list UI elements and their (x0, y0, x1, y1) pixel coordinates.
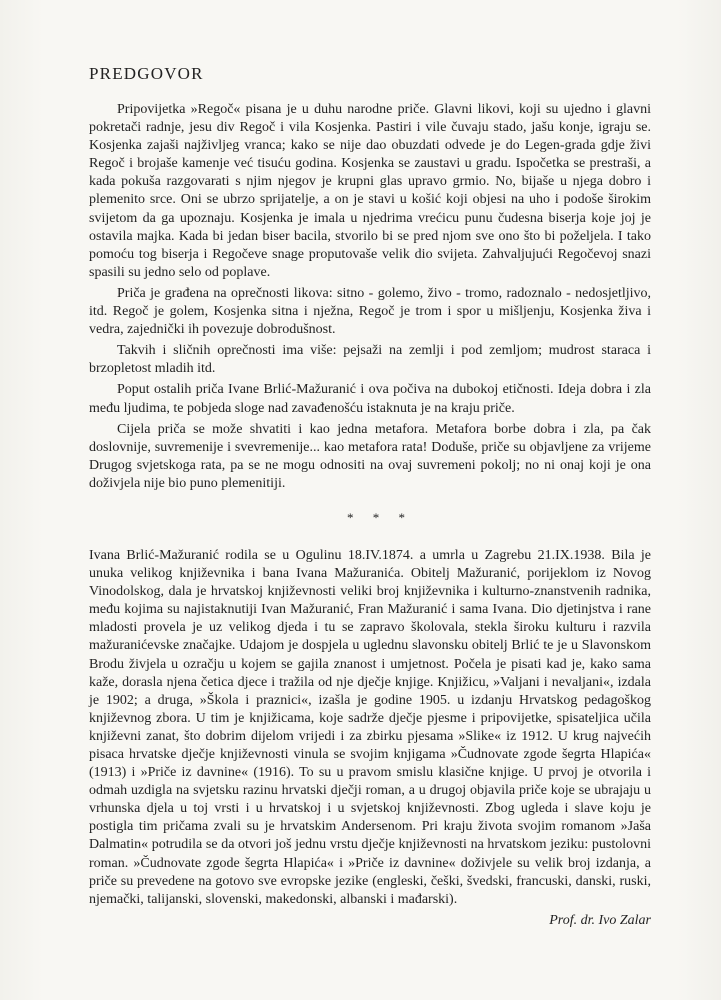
paragraph-2: Priča je građena na oprečnosti likova: sitno - golemo, živo - tromo, radoznalo - nedosjetljivo, itd. Regoč je golem, Kosjenka sitna i nježna, Regoč je trom i spor u mišljenju, Kosjenka živa i vedra, zajednički ih povezuje dobrodušnost. (89, 285, 651, 338)
page-title: PREDGOVOR (89, 64, 204, 83)
paragraph-1: Pripovijetka »Regoč« pisana je u duhu narodne priče. Glavni likovi, koji su ujedno i glavni pokretači radnje, jesu div Regoč i vila Kosjenka. Pastiri i vile čuvaju stado, jašu konje, igraju se. Kosjenka zajaši najživljeg vranca; kako se nije dao obuzdati odvede je do Legen-grada gdje živi Regoč i brojaše kamenje već tisuću godina. Kosjenka se zaustavi u gradu. Ispočetka se prestraši, a kada pokuša razgovarati s njim njegov je krupni glas upravo grmio. No, bijaše u njega dobro i plemenito srce. Oni se ubrzo sprijatelje, a on je stavi u košić koji objesi na uho i podoše širokim svijetom da ga upoznaju. Kosjenka je imala u njedrima vrećicu punu čudesna biserja koje joj je ostavila majka. Kada bi jedan biser bacila, stvorilo bi se pred njom sve ono što bi poželjela. I tako pomoću tog biserja i Regočeve snage proputovaše velik dio svijeta. Zahvaljujući Regočevoj snazi spasili su jedno selo od poplave. (89, 102, 651, 280)
paragraph-4: Poput ostalih priča Ivane Brlić-Mažuranić i ova počiva na dubokoj etičnosti. Ideja dobra i zla među ljudima, te pobjeda sloge nad zavađenošću istaknuta je na kraju priče. (89, 382, 651, 416)
paragraph-5: Cijela priča se može shvatiti i kao jedna metafora. Metafora borbe dobra i zla, pa čak doslovnije, suvremenije i svevremenije... kao metafora rata! Doduše, priče su objavljene za vrijeme Drugog svjetskoga rata, pa se ne mogu odnositi na ovaj suvremeni pokolj; no ni onaj koji je ona doživjela nije bio puno plemenitiji. (89, 421, 651, 491)
biography-paragraph: Ivana Brlić-Mažuranić rodila se u Ogulinu 18.IV.1874. a umrla u Zagrebu 21.IX.1938. Bila je unuka velikog književnika i bana Ivana Mažuranića. Obitelj Mažuranić, porijeklom iz Novog Vinodolskog, dala je hrvatskoj književnosti veliki broj književnika i kulturno-znanstvenih radnika, među kojima su najistaknutiji Ivan Mažuranić, Fran Mažuranić i sama Ivana. Dio djetinjstva i rane mladosti provela je uz velikog djeda i tu se zapravo školovala, stekla široku kulturu i razvila mažuranićevske značajke. Udajom je dospjela u uglednu slavonsku obitelj Brlić te je u Slavonskom Brodu živjela u ozračju u kojem se gajila znanost i umjetnost. Počela je pisati kad je, kako sama kaže, dorasla njena četica djece i tražila od nje dječje knjige. Knjižicu, »Valjani i nevaljani«, izdala je 1902; a druga, »Škola i praznici«, izašla je godine 1905. u izdanju Hrvatskog pedagoškog književnog zbora. U tim je knjižicama, koje sadrže dječje pjesme i pripovijetke, spisateljica učila književni zanat, što dobrim dijelom vrijedi i za zbirku pjesama »Slike« iz 1912. U krug najvećih pisaca hrvatske dječje književnosti vinula se svojim knjigama »Čudnovate zgode šegrta Hlapića« (1913) i »Priče iz davnine« (1916). To su u pravom smislu klasične knjige. U prvoj je otvorila i odmah uzdigla na svjetsku razinu hrvatski dječji roman, a u drugoj objavila priče koje se ubrajaju u vrhunska djela u toj vrsti i u hrvatskoj i u svjetskoj književnosti. Zbog ugleda i slave koju je postigla tim pričama zvali su je hrvatskim Andersenom. Pri kraju života svojim romanom »Jaša Dalmatin« potrudila se da otvori još jednu vrstu dječje književnosti na hrvatskom jeziku: pustolovni roman. »Čudnovate zgode šegrta Hlapića« i »Priče iz davnine« doživjele su velik broj izdanja, a priče su prevedene na gotovo sve evropske jezike (engleski, češki, švedski, francuski, danski, ruski, njemački, talijanski, slovenski, makedonski, albanski i mađarski). (89, 547, 651, 907)
paragraph-3: Takvih i sličnih oprečnosti ima više: pejsaži na zemlji i pod zemljom; mudrost staraca i brzopletost mladih itd. (89, 343, 651, 377)
author-signature: Prof. dr. Ivo Zalar (549, 912, 651, 928)
section-separator: * * * (347, 509, 413, 525)
page-content (89, 63, 651, 930)
